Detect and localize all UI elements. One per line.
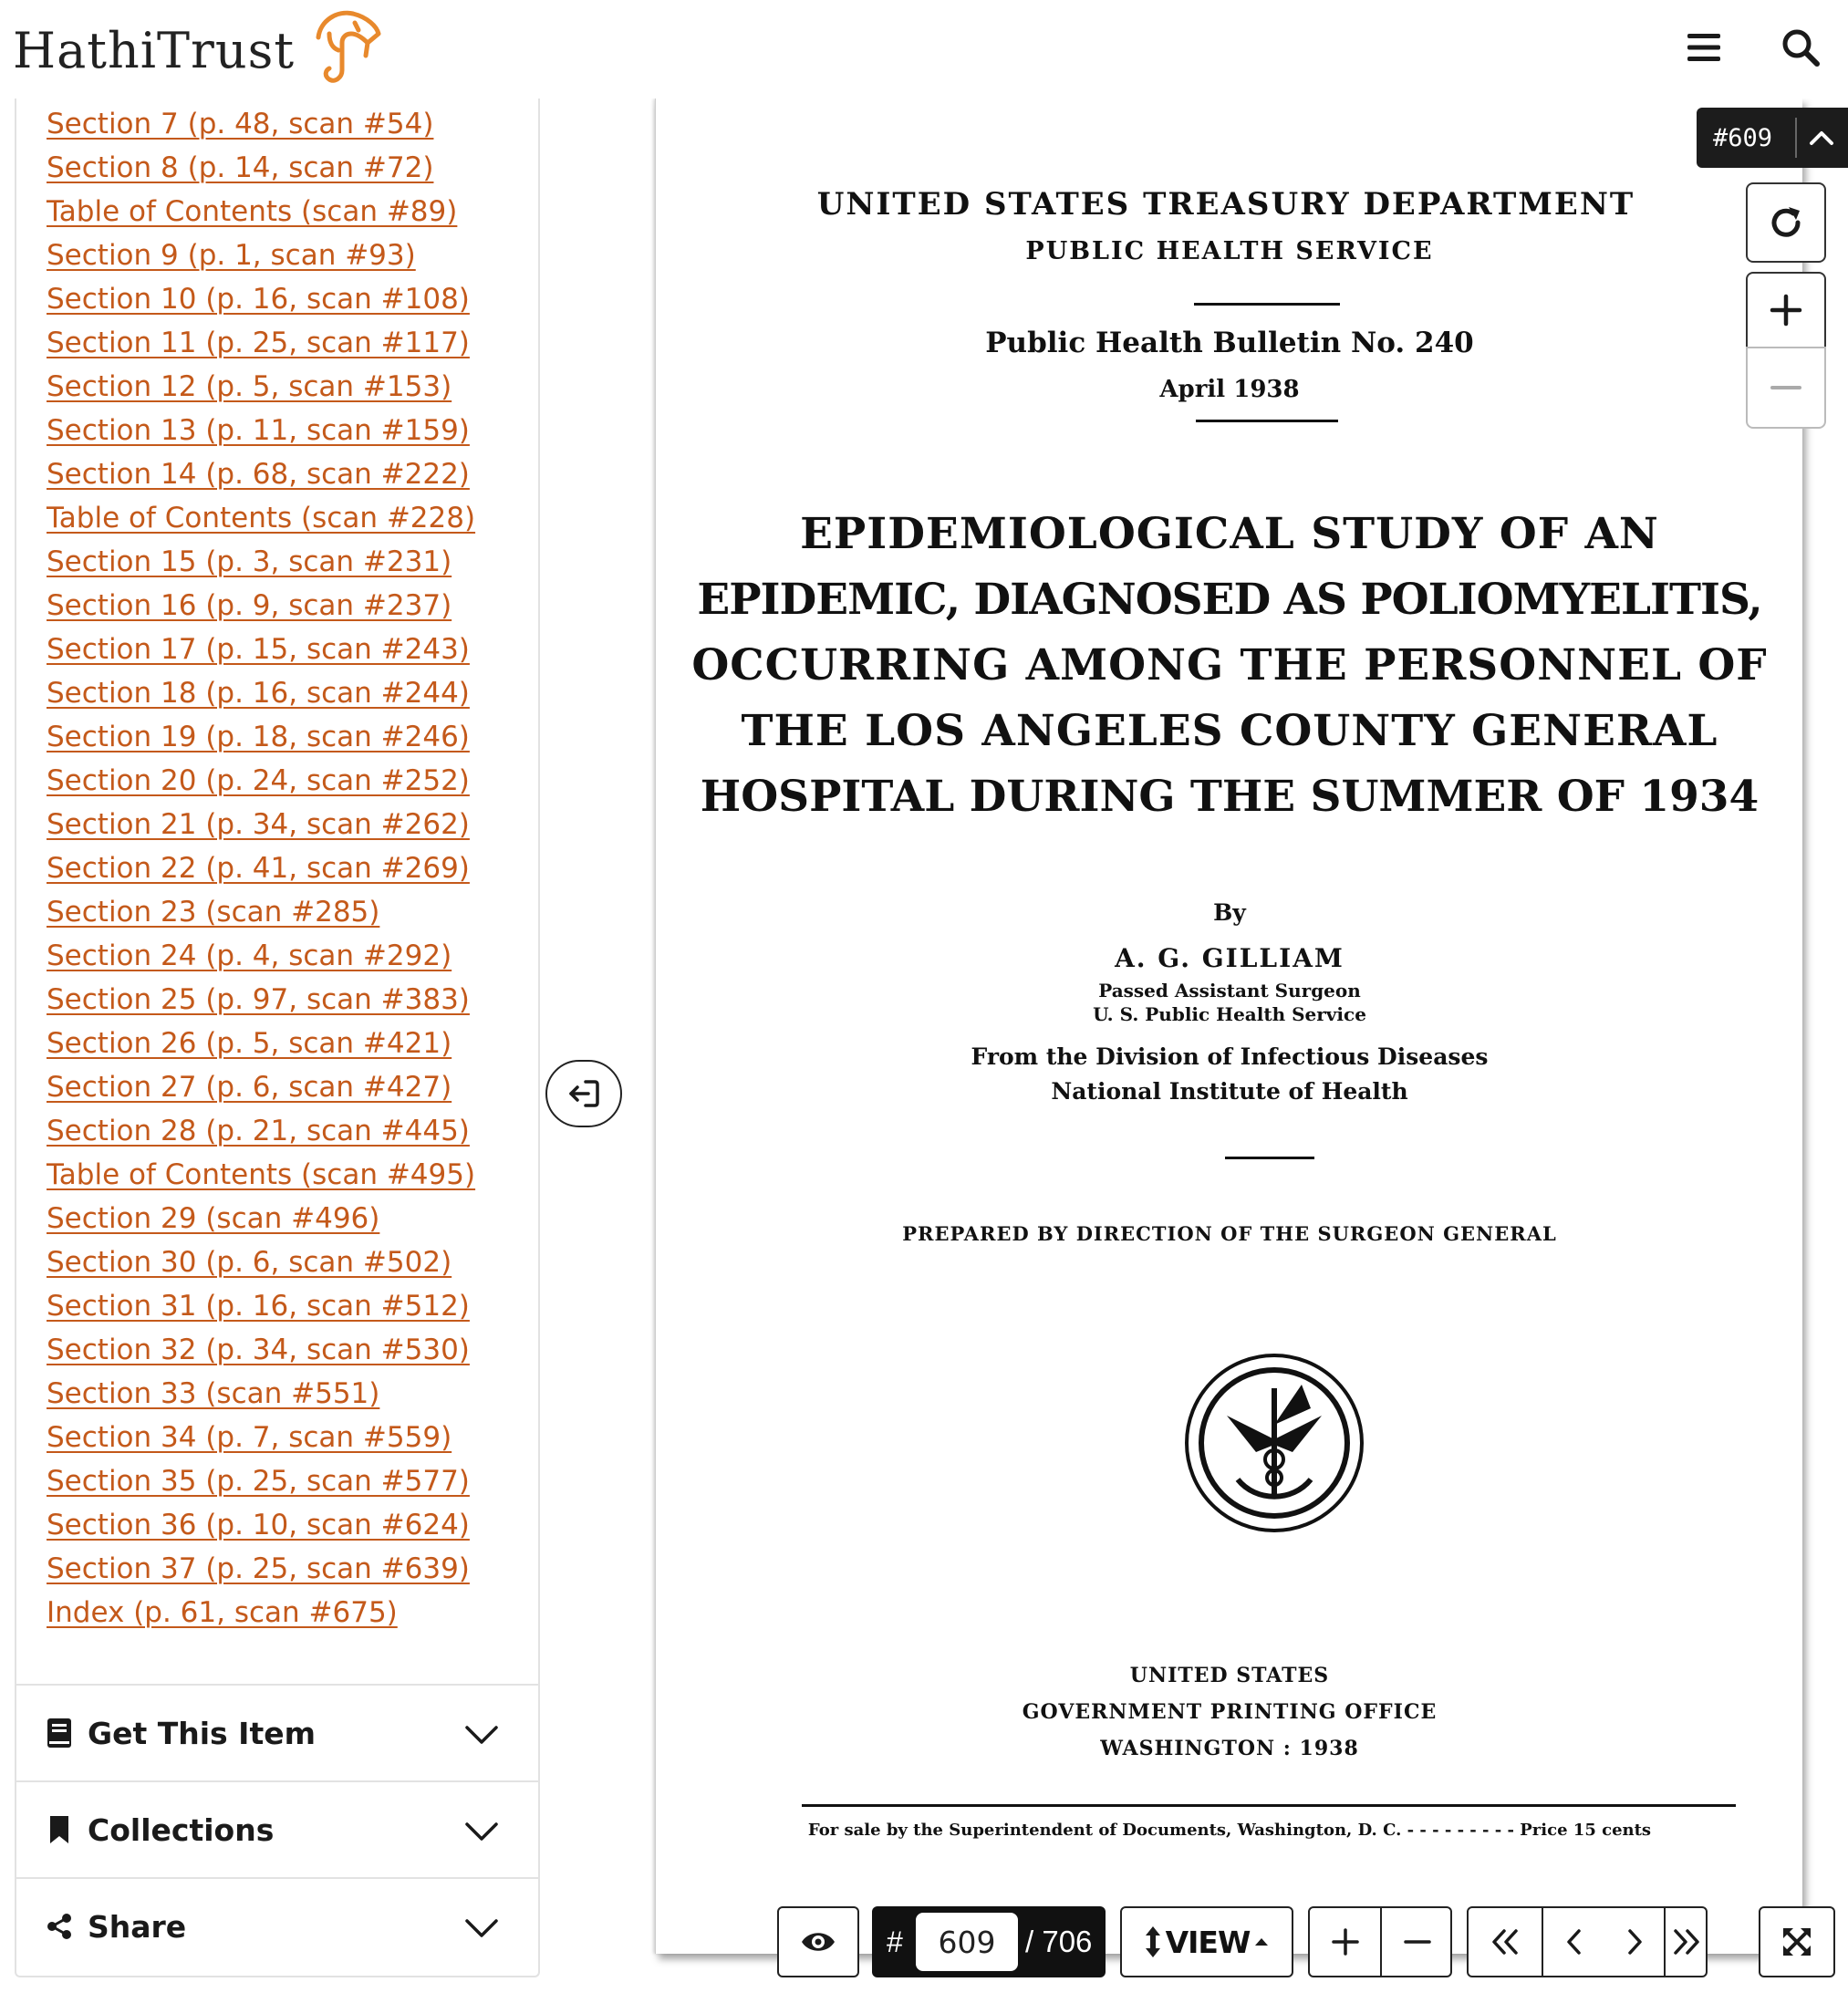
- fullscreen-button[interactable]: [1759, 1906, 1835, 1977]
- department-heading: UNITED STATES TREASURY DEPARTMENT: [816, 186, 1635, 223]
- caret-up-icon: [1253, 1936, 1270, 1947]
- site-header: [0, 0, 1848, 99]
- service-heading: PUBLIC HEALTH SERVICE: [1025, 237, 1434, 265]
- toc-link[interactable]: Section 21 (p. 34, scan #262): [47, 808, 470, 841]
- toc-item[interactable]: [47, 1372, 379, 1414]
- zoom-in-button[interactable]: [1310, 1908, 1381, 1976]
- toc-item[interactable]: [47, 1459, 470, 1501]
- rotate-icon: [1767, 203, 1805, 242]
- search-button[interactable]: [1771, 18, 1830, 77]
- toc-link[interactable]: Section 22 (p. 41, scan #269): [47, 852, 470, 885]
- toc-item[interactable]: [47, 1153, 475, 1195]
- chevron-down-icon: [463, 1813, 500, 1850]
- chevron-down-icon: [463, 1910, 500, 1946]
- toc-item[interactable]: [47, 759, 470, 801]
- toc-item[interactable]: [47, 452, 470, 494]
- toc-item[interactable]: [47, 365, 452, 407]
- toc-link[interactable]: Section 37 (p. 25, scan #639): [47, 1552, 470, 1585]
- toc-item[interactable]: [47, 1503, 470, 1545]
- toc-item[interactable]: [47, 234, 416, 275]
- toc-link[interactable]: Section 26 (p. 5, scan #421): [47, 1027, 452, 1060]
- toc-item[interactable]: [47, 1591, 398, 1633]
- divider: [1196, 420, 1338, 422]
- toc-item[interactable]: [47, 1284, 470, 1326]
- first-page-button[interactable]: [1469, 1908, 1542, 1976]
- collapse-sidebar-button[interactable]: [545, 1060, 622, 1127]
- get-this-item-label: Get This Item: [88, 1715, 316, 1751]
- toc-link[interactable]: Section 32 (p. 34, scan #530): [47, 1334, 470, 1366]
- toc-link[interactable]: Section 8 (p. 14, scan #72): [47, 151, 434, 184]
- toc-item[interactable]: [47, 1416, 452, 1458]
- toc-item[interactable]: [47, 846, 470, 888]
- toc-item[interactable]: [47, 1547, 470, 1589]
- toc-item[interactable]: [47, 1022, 452, 1064]
- toc-link[interactable]: Section 33 (scan #551): [47, 1377, 380, 1410]
- toc-item[interactable]: [47, 1109, 470, 1151]
- toc-item[interactable]: [47, 277, 470, 319]
- hamburger-icon: [1686, 31, 1722, 64]
- page-navigation: [1467, 1906, 1708, 1977]
- toc-link[interactable]: Section 10 (p. 16, scan #108): [47, 283, 470, 316]
- scanned-page: [655, 99, 1802, 1954]
- share-accordion[interactable]: [16, 1877, 538, 1974]
- prepared-by-line: PREPARED BY DIRECTION OF THE SURGEON GENERAL: [902, 1222, 1557, 1245]
- toc-link[interactable]: Section 19 (p. 18, scan #246): [47, 721, 470, 753]
- toc-link[interactable]: Section 24 (p. 4, scan #292): [47, 939, 452, 972]
- document-title-line: EPIDEMIOLOGICAL STUDY OF AN: [800, 509, 1659, 559]
- double-chevron-left-icon: [1490, 1928, 1521, 1956]
- printer-line: GOVERNMENT PRINTING OFFICE: [1022, 1700, 1438, 1724]
- bookmark-icon: [44, 1814, 75, 1845]
- toc-link[interactable]: Section 11 (p. 25, scan #117): [47, 327, 470, 359]
- hathitrust-logo[interactable]: [13, 9, 389, 91]
- printer-line: UNITED STATES: [1129, 1664, 1330, 1687]
- get-this-item-accordion[interactable]: [16, 1684, 538, 1780]
- toc-link[interactable]: Section 28 (p. 21, scan #445): [47, 1115, 470, 1147]
- rotate-button[interactable]: [1746, 182, 1826, 263]
- toc-item[interactable]: [47, 321, 470, 363]
- toc-item[interactable]: [47, 190, 457, 232]
- divider: [802, 1804, 1736, 1807]
- toc-link[interactable]: Section 34 (p. 7, scan #559): [47, 1421, 452, 1454]
- minus-icon: [1404, 1928, 1431, 1956]
- scan-number: #609: [1713, 123, 1773, 152]
- zoom-out-side-button[interactable]: [1746, 347, 1826, 429]
- toc-item[interactable]: [47, 934, 452, 976]
- zoom-controls: [1308, 1906, 1452, 1977]
- book-icon: [44, 1718, 75, 1749]
- toc-item[interactable]: [47, 146, 433, 188]
- toc-item[interactable]: [47, 890, 379, 932]
- toc-item[interactable]: [47, 409, 470, 451]
- chevron-right-icon: [1625, 1928, 1644, 1956]
- toc-item[interactable]: [47, 1197, 379, 1239]
- document-title-line: THE LOS ANGELES COUNTY GENERAL: [741, 706, 1718, 756]
- divider: [1194, 303, 1340, 306]
- chevron-left-icon: [1565, 1928, 1583, 1956]
- toc-link[interactable]: Index (p. 61, scan #675): [47, 1596, 398, 1629]
- document-title-line: OCCURRING AMONG THE PERSONNEL OF: [691, 640, 1768, 690]
- toc-item[interactable]: [47, 1065, 452, 1107]
- sidebar: [15, 99, 540, 1977]
- toc-item[interactable]: [47, 102, 433, 144]
- logo-text: HathiTrust: [13, 21, 296, 79]
- public-health-service-seal-icon: [1183, 1352, 1365, 1534]
- toc-item[interactable]: [47, 978, 470, 1020]
- toc-link[interactable]: Section 15 (p. 3, scan #231): [47, 545, 452, 578]
- zoom-in-side-button[interactable]: [1746, 272, 1826, 348]
- page-number-input[interactable]: [916, 1913, 1018, 1971]
- share-icon: [44, 1911, 75, 1942]
- share-label: Share: [88, 1908, 187, 1945]
- document-title-line: EPIDEMIC, DIAGNOSED AS POLIOMYELITIS,: [697, 575, 1762, 625]
- last-page-button[interactable]: [1666, 1908, 1708, 1976]
- collections-accordion[interactable]: [16, 1780, 538, 1877]
- next-page-button[interactable]: [1605, 1908, 1664, 1976]
- toc-link[interactable]: Section 31 (p. 16, scan #512): [47, 1290, 470, 1323]
- zoom-out-button[interactable]: [1382, 1908, 1452, 1976]
- toc-link[interactable]: Section 27 (p. 6, scan #427): [47, 1071, 452, 1104]
- toc-link[interactable]: Section 35 (p. 25, scan #577): [47, 1465, 470, 1498]
- author-name: A. G. GILLIAM: [1115, 943, 1344, 973]
- toc-link[interactable]: Section 20 (p. 24, scan #252): [47, 764, 470, 797]
- view-mode-button[interactable]: [1120, 1906, 1293, 1977]
- toc-item[interactable]: [47, 1328, 470, 1370]
- toc-link[interactable]: Section 7 (p. 48, scan #54): [47, 108, 434, 140]
- collections-label: Collections: [88, 1811, 275, 1848]
- toc-link[interactable]: Section 25 (p. 97, scan #383): [47, 983, 470, 1016]
- eye-icon: [800, 1928, 836, 1956]
- toc-item[interactable]: [47, 1240, 452, 1282]
- chevron-up-icon: [1809, 129, 1834, 147]
- toc-item[interactable]: [47, 540, 452, 582]
- toc-item[interactable]: [47, 671, 470, 713]
- printer-line: WASHINGTON : 1938: [1100, 1737, 1359, 1760]
- toc-link[interactable]: Section 16 (p. 9, scan #237): [47, 589, 452, 622]
- toc-item[interactable]: [47, 628, 470, 669]
- page-total: / 706: [1025, 1925, 1093, 1958]
- toc-link[interactable]: Section 36 (p. 10, scan #624): [47, 1509, 470, 1541]
- toc-link[interactable]: Section 18 (p. 16, scan #244): [47, 677, 470, 710]
- sign-out-arrow-icon: [566, 1078, 602, 1109]
- toc-item[interactable]: [47, 803, 470, 845]
- toc-link[interactable]: Section 14 (p. 68, scan #222): [47, 458, 470, 491]
- sale-notice: For sale by the Superintendent of Documents, Washington, D. C. - - - - - - - - - Price 15 cents: [807, 1821, 1652, 1840]
- toc-link[interactable]: Section 9 (p. 1, scan #93): [47, 239, 416, 272]
- minus-icon: [1770, 371, 1802, 404]
- toc-item[interactable]: [47, 584, 452, 626]
- scroll-to-top-button[interactable]: [1797, 108, 1846, 168]
- toggle-view-button[interactable]: [777, 1906, 859, 1977]
- page-hash-label: #: [887, 1925, 903, 1958]
- bulletin-number: Public Health Bulletin No. 240: [985, 327, 1474, 359]
- toc-link[interactable]: Section 12 (p. 5, scan #153): [47, 370, 452, 403]
- toc-link[interactable]: Section 30 (p. 6, scan #502): [47, 1246, 452, 1279]
- document-title-line: HOSPITAL DURING THE SUMMER OF 1934: [700, 772, 1760, 822]
- toc-link[interactable]: Section 13 (p. 11, scan #159): [47, 414, 470, 447]
- view-label: VIEW: [1165, 1924, 1251, 1960]
- toc-link[interactable]: Table of Contents (scan #228): [47, 502, 476, 534]
- page-number-box: [872, 1906, 1106, 1977]
- author-title: Passed Assistant Surgeon: [1098, 980, 1361, 1002]
- previous-page-button[interactable]: [1543, 1908, 1605, 1976]
- plus-icon: [1332, 1928, 1359, 1956]
- chevron-down-icon: [463, 1717, 500, 1753]
- vertical-arrows-icon: [1144, 1925, 1162, 1958]
- toc-link[interactable]: Table of Contents (scan #495): [47, 1158, 476, 1191]
- institute-line: National Institute of Health: [1051, 1078, 1408, 1105]
- plus-icon: [1770, 294, 1802, 327]
- toc-item[interactable]: [47, 496, 475, 538]
- search-icon: [1781, 27, 1821, 67]
- by-label: By: [1213, 899, 1246, 926]
- author-organization: U. S. Public Health Service: [1093, 1003, 1366, 1025]
- toc-link[interactable]: Section 17 (p. 15, scan #243): [47, 633, 470, 666]
- toc-link[interactable]: Table of Contents (scan #89): [47, 195, 458, 228]
- fullscreen-icon: [1781, 1925, 1813, 1958]
- publication-date: April 1938: [1159, 376, 1300, 403]
- toc-link[interactable]: Section 29 (scan #496): [47, 1202, 380, 1235]
- toc-link[interactable]: Section 23 (scan #285): [47, 896, 380, 929]
- double-chevron-right-icon: [1671, 1928, 1702, 1956]
- elephant-logo-icon: [302, 6, 389, 94]
- divider: [1225, 1157, 1314, 1159]
- division-line: From the Division of Infectious Diseases: [971, 1043, 1489, 1070]
- scan-number-badge: [1697, 108, 1848, 168]
- menu-button[interactable]: [1675, 18, 1733, 77]
- toc-item[interactable]: [47, 715, 470, 757]
